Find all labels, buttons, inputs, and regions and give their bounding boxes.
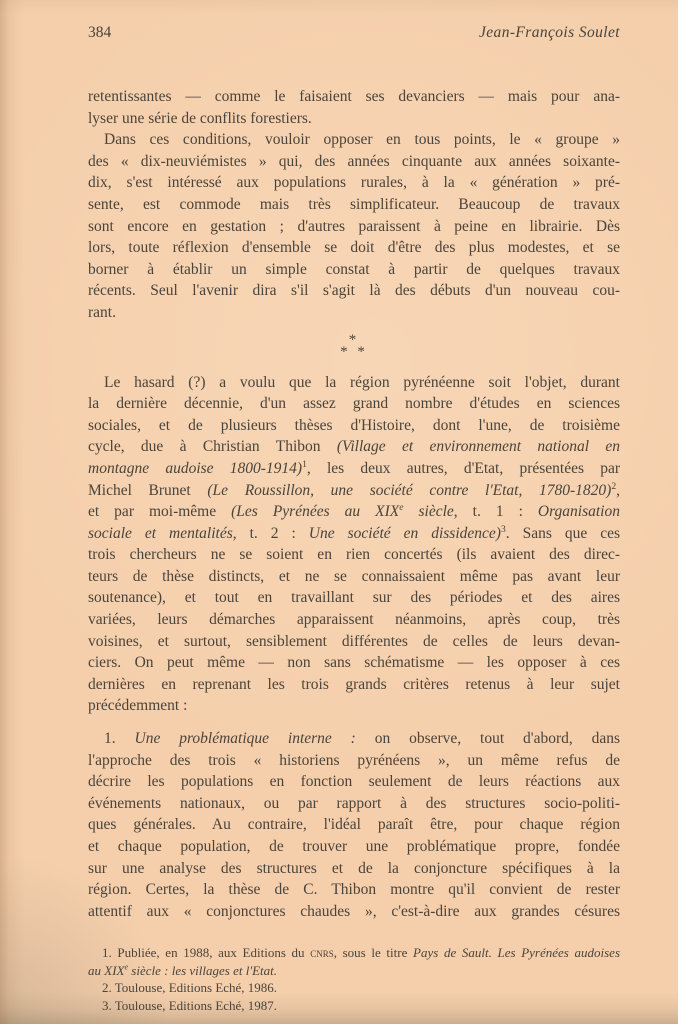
text-segment: borner à établir un simple constat à partir de quelques travaux — [88, 260, 620, 278]
text-segment: variées, leurs démarches apparaissent néanmoins, après coup, très — [88, 611, 620, 629]
text-segment: Dans ces conditions, vouloir opposer en tous points, le « groupe » — [104, 131, 620, 149]
text-segment: . Sans que ces — [505, 524, 621, 542]
text-line — [88, 129, 620, 151]
text-segment: sociales, et de plusieurs thèses d'Histoire, dont l'une, de troisième — [88, 416, 620, 434]
text-segment: sont encore en gestation ; d'autres paraissent à peine en librairie. Dès — [88, 217, 620, 235]
text-segment: Organisation — [537, 503, 620, 521]
text-segment: sente, est commode mais très simplificateur. Beaucoup de travaux — [88, 195, 620, 213]
text-segment: soutenance), et tout en travaillant sur des périodes et des aires — [88, 589, 620, 607]
paragraph — [88, 997, 620, 1015]
text-line — [88, 86, 620, 108]
text-segment: Michel Brunet — [88, 481, 208, 499]
text-line — [88, 194, 620, 216]
text-line — [88, 793, 620, 815]
text-segment: attentif aux « conjonctures chaudes », c'est-à-dire aux grandes césures — [88, 902, 620, 920]
text-segment: teurs de thèse distincts, et ne se connaissaient même pas avant leur — [88, 567, 620, 585]
text-line — [88, 962, 620, 980]
text-line — [88, 814, 620, 836]
text-line — [88, 302, 620, 324]
text-segment: montagne audoise 1800-1914) — [88, 459, 303, 477]
text-segment: 3 — [500, 523, 506, 535]
text-segment: Une société en dissidence) — [308, 524, 501, 542]
text-segment: , les deux autres, d'Etat, présentées par — [306, 459, 621, 477]
text-line — [88, 879, 620, 901]
text-segment: cnrs — [310, 945, 334, 961]
text-segment: des « dix-neuviémistes » qui, des années cinquante aux années soixante- — [88, 152, 620, 170]
paragraph — [88, 372, 620, 718]
text-segment: , t. 2 : — [232, 524, 309, 542]
text-line — [88, 458, 620, 480]
text-line — [88, 609, 620, 631]
page-number: 384 — [88, 24, 112, 41]
text-segment: et chaque population, de trouver une problématique propre, fondée — [88, 838, 620, 855]
text-segment: l'approche des trois « historiens pyrénéens », un même refus de — [88, 751, 620, 769]
text-line — [88, 858, 620, 880]
text-segment: 3. Toulouse, Editions Eché, 1987. — [102, 997, 278, 1013]
text-segment: 2. Toulouse, Editions Eché, 1986. — [102, 980, 278, 996]
text-segment: (Les Pyrénées au XIX — [231, 503, 400, 521]
text-segment: e — [124, 962, 129, 972]
text-line — [88, 237, 620, 259]
text-segment: on observe, tout d'abord, dans — [374, 730, 621, 748]
text-segment: 1. Publiée, en 1988, aux Editions du — [102, 945, 311, 961]
text-segment: rant. — [88, 303, 116, 321]
paragraph — [88, 86, 620, 129]
text-segment: la dernière décennie, d'un assez grand nombre d'études en sciences — [88, 395, 620, 413]
text-segment: 1. — [104, 730, 135, 748]
text-line — [88, 216, 620, 238]
section-separator — [88, 331, 620, 360]
text-line — [88, 436, 620, 458]
page-header — [88, 24, 620, 42]
footnotes — [88, 944, 620, 1014]
text-segment: , t. 1 : — [453, 503, 538, 521]
text-line — [88, 695, 620, 717]
author-name: Jean-François Soulet — [478, 24, 620, 41]
text-segment: trois chercheurs ne se soient en rien concertés (ils avaient des direc- — [88, 546, 620, 564]
separator-star-bottom: * * — [340, 343, 368, 360]
text-segment: et par moi-même — [88, 503, 232, 521]
section-after-separator — [88, 372, 620, 923]
text-segment: 1 — [302, 458, 307, 470]
paragraph — [88, 129, 620, 323]
text-line — [88, 480, 620, 502]
text-segment: événements nationaux, ou par rapport à des structures socio-politi- — [88, 794, 620, 812]
text-line — [88, 587, 620, 609]
text-segment: lyser une série de conflits forestiers. — [88, 109, 312, 127]
text-segment: cycle, due à Christian Thibon — [88, 438, 337, 456]
text-segment: (Village et environnement national en — [336, 438, 621, 456]
text-line — [88, 501, 620, 523]
text-segment: au XIX — [88, 962, 125, 978]
text-segment: lors, toute réflexion d'ensemble se doit d'être des plus modestes, et se — [88, 239, 620, 257]
text-line — [88, 566, 620, 588]
separator-star-top: * — [348, 331, 360, 348]
text-segment: (Le Roussillon, une société contre l'Etat, 1780-1820) — [207, 481, 612, 499]
text-line — [88, 259, 620, 281]
text-line — [88, 372, 620, 394]
text-segment: décrire les populations en fonction seulement de leurs réactions aux — [88, 773, 620, 791]
text-line — [88, 771, 620, 793]
paragraph — [88, 728, 620, 922]
text-line — [88, 108, 620, 130]
text-segment: région. Certes, la thèse de C. Thibon montre qu'il convient de rester — [88, 881, 620, 899]
text-segment: récents. Seul l'avenir dira s'il s'agit là des débuts d'un nouveau cou- — [88, 282, 620, 300]
paragraph — [88, 979, 620, 997]
text-segment: voisines, et surtout, sensiblement différentes de celles de leurs devan- — [88, 632, 620, 650]
text-segment: précédemment : — [88, 697, 188, 715]
text-line — [88, 172, 620, 194]
text-segment: siècle — [403, 503, 454, 521]
text-segment: sociale et mentalités — [88, 524, 233, 542]
text-segment: 2 — [611, 480, 617, 492]
text-segment: ciers. On peut même — non sans schématisme — les opposer à ces — [88, 654, 620, 672]
text-segment: Pays de Sault. Les Pyrénées audoises — [413, 945, 621, 961]
text-segment: Une problématique interne : — [134, 730, 375, 748]
text-segment: siècle : les villages et l'Etat. — [128, 962, 278, 978]
paragraph — [88, 944, 620, 979]
text-line — [88, 944, 620, 962]
text-line — [88, 901, 620, 923]
text-segment: , — [616, 481, 621, 499]
text-line — [88, 151, 620, 173]
text-segment: retentissantes — comme le faisaient ses devanciers — mais pour ana- — [88, 88, 620, 105]
body-text — [88, 86, 620, 1014]
text-line — [88, 393, 620, 415]
section-before-separator — [88, 86, 620, 324]
text-line — [88, 631, 620, 653]
text-line — [88, 544, 620, 566]
text-line — [88, 280, 620, 302]
text-segment: e — [399, 501, 404, 513]
text-segment: , sous le titre — [333, 945, 414, 961]
text-segment: sur une analyse des structures et de la conjoncture spécifiques à la — [88, 859, 620, 877]
text-line — [88, 415, 620, 437]
text-line — [88, 979, 620, 997]
text-line — [88, 523, 620, 545]
text-line — [88, 750, 620, 772]
text-segment: dix, s'est intéressé aux populations rurales, à la « génération » pré- — [88, 174, 620, 192]
text-line — [88, 836, 620, 858]
text-line — [88, 674, 620, 696]
text-line — [88, 652, 620, 674]
text-segment: Le hasard (?) a voulu que la région pyrénéenne soit l'objet, durant — [104, 373, 620, 391]
text-segment: dernières en reprenant les trois grands critères retenus à leur sujet — [88, 675, 620, 693]
text-line — [88, 997, 620, 1015]
text-line — [88, 728, 620, 750]
text-segment: ques générales. Au contraire, l'idéal paraît être, pour chaque région — [88, 816, 620, 834]
